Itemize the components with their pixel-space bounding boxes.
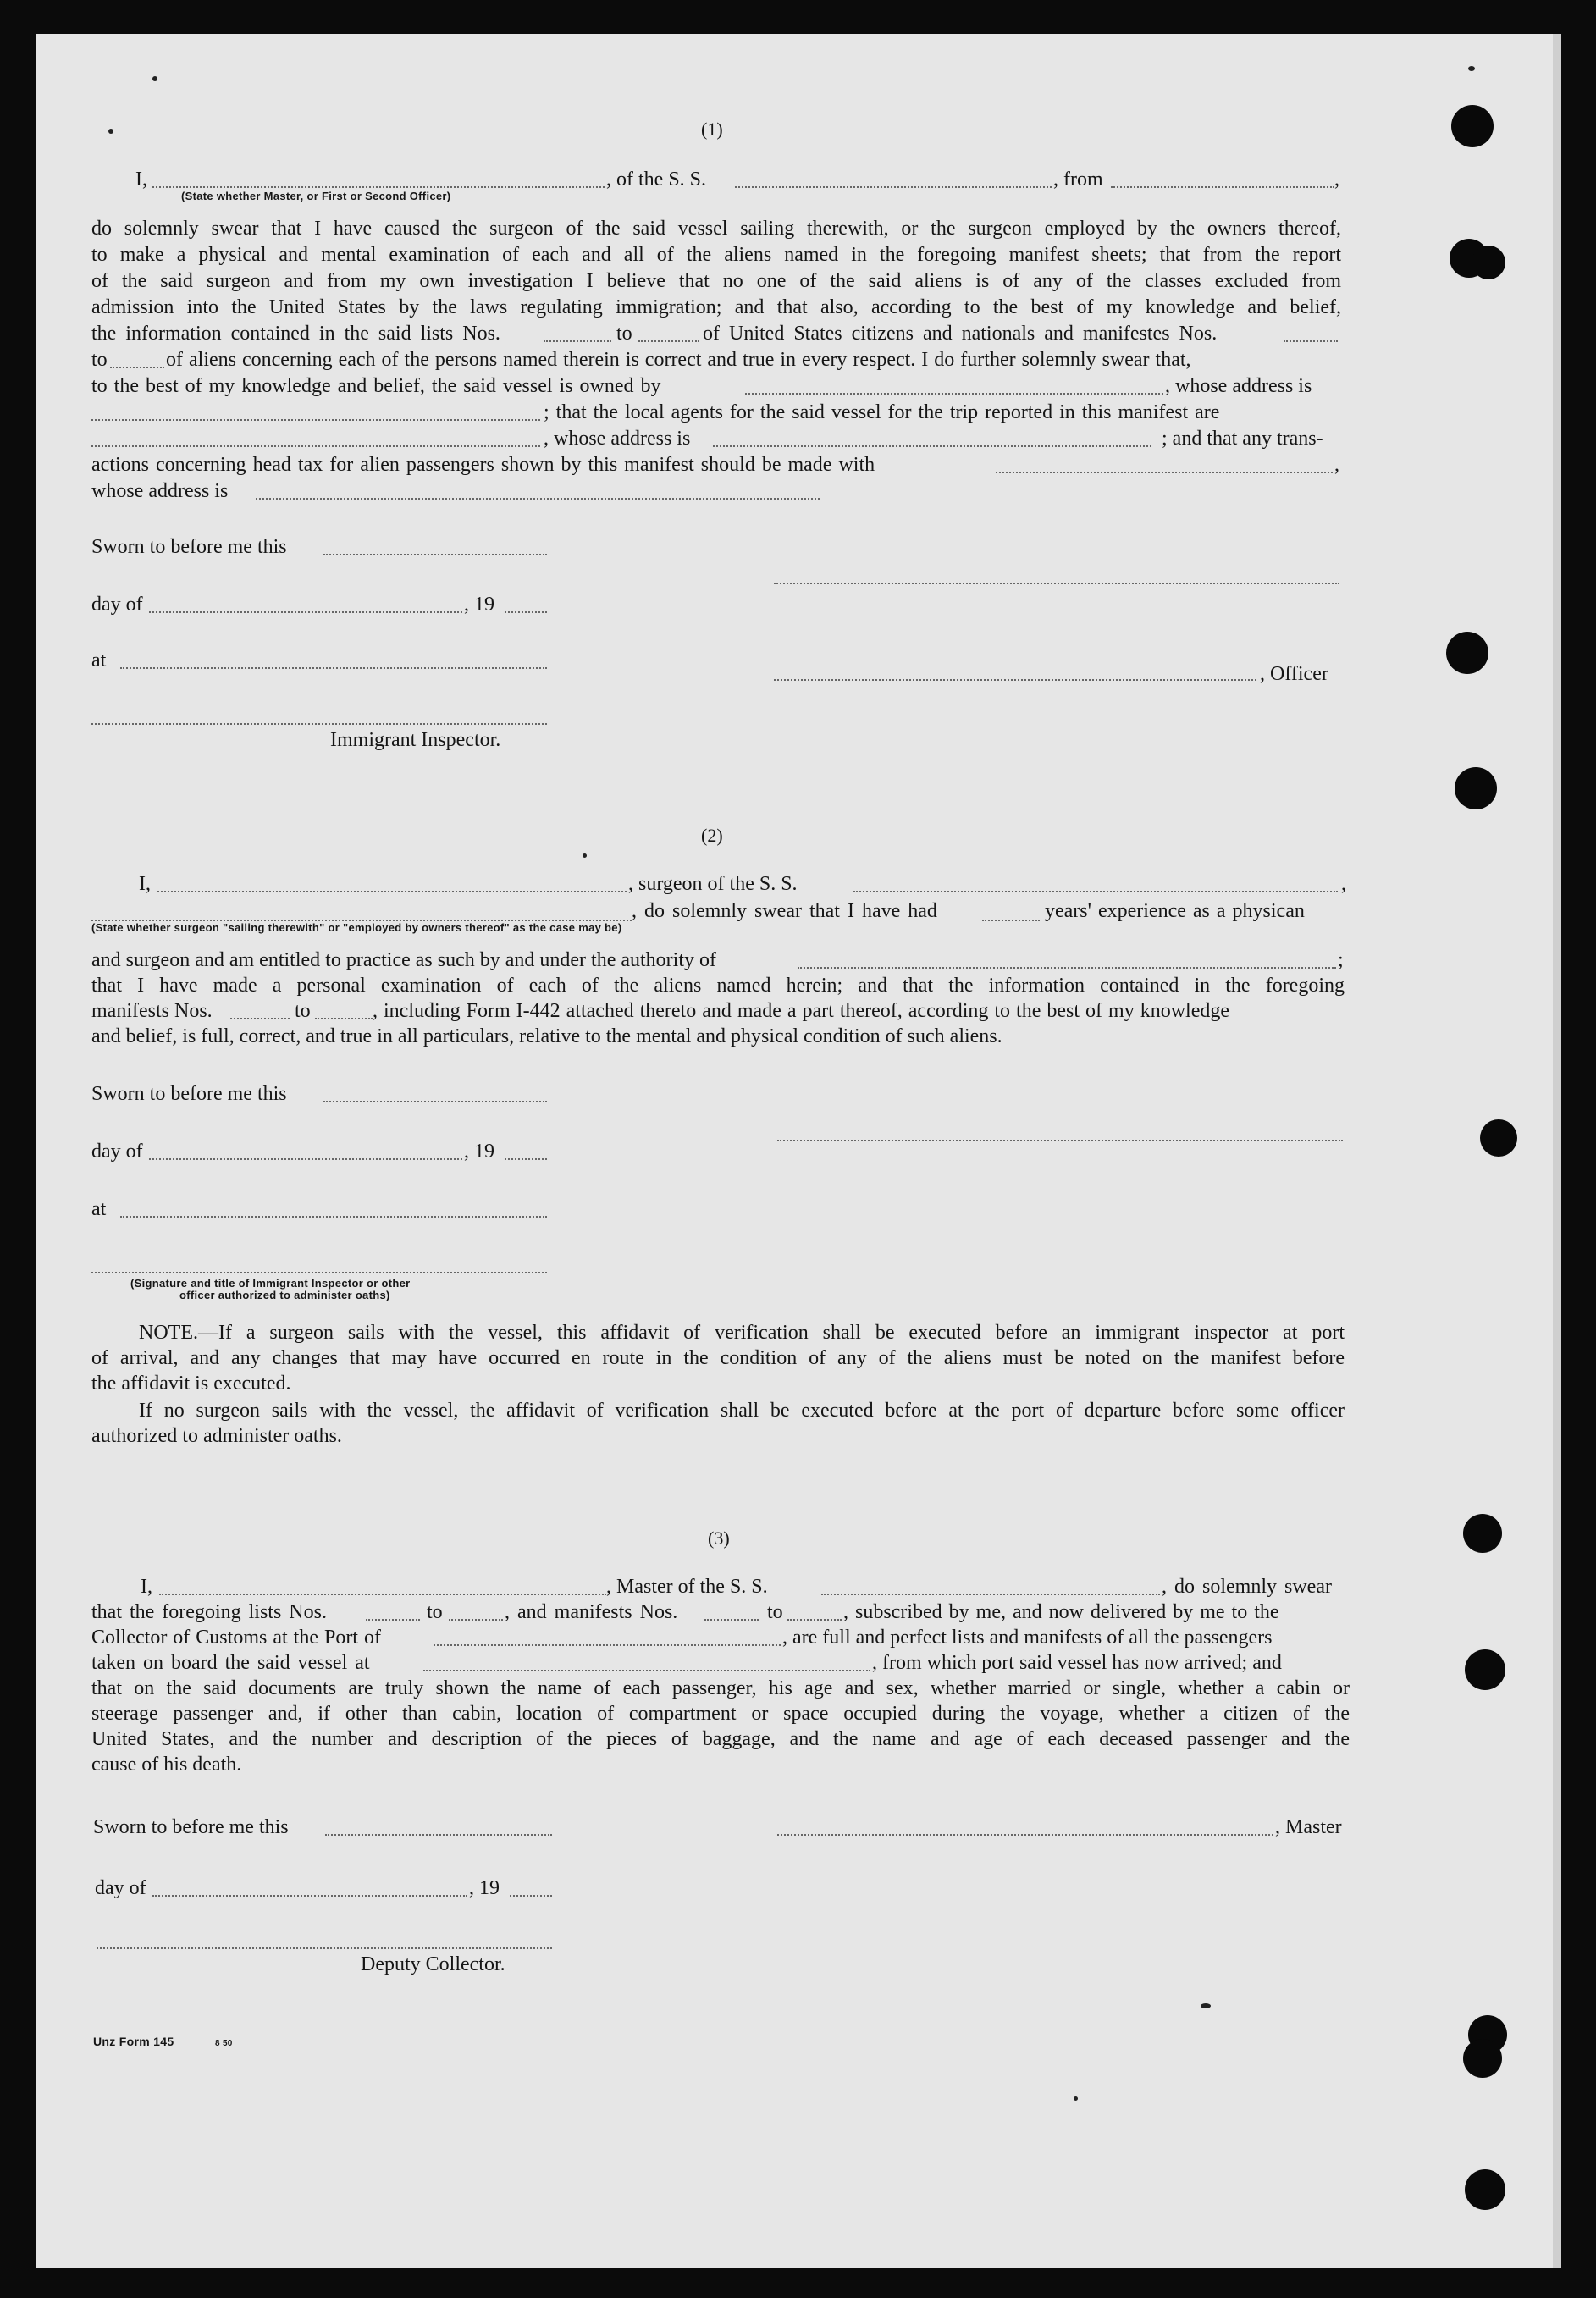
officer-title-line[interactable]: [774, 679, 1256, 681]
day-of-label: day of: [95, 1877, 146, 1899]
page-edge: [1553, 34, 1561, 2268]
at-label: at: [91, 649, 107, 671]
punch-hole: [1472, 246, 1505, 279]
surgeon-name-field[interactable]: [157, 891, 627, 892]
inspector-signature-line[interactable]: [91, 723, 547, 725]
of-ss-label: , of the S. S.: [606, 168, 707, 191]
punch-hole: [1465, 2169, 1505, 2210]
oath-text: that the foregoing lists Nos.: [91, 1601, 327, 1623]
master-name-field[interactable]: [159, 1594, 606, 1595]
oath-text: to the best of my knowledge and belief, the said vessel is owned by: [91, 375, 661, 397]
master-signature-line[interactable]: [777, 1834, 1273, 1836]
oath-text: whose address is: [91, 480, 229, 502]
oath-text: , do solemnly swear: [1162, 1576, 1332, 1598]
manifests-to-field[interactable]: [110, 367, 164, 368]
oath-text: taken on board the said vessel at: [91, 1652, 370, 1674]
manifests-from-field[interactable]: [704, 1619, 759, 1621]
oath-text: United States, and the number and description of the pieces of baggage, and the name and age of each deceased passenger and the: [91, 1728, 1350, 1750]
lists-to-field[interactable]: [638, 340, 699, 342]
day-of-label: day of: [91, 594, 143, 616]
punch-hole: [1451, 105, 1494, 147]
year-label: , 19: [464, 594, 494, 616]
speck: [108, 129, 113, 134]
inspector-signature-line[interactable]: [91, 1272, 547, 1273]
agents-field[interactable]: [91, 445, 540, 447]
punch-hole: [1463, 2039, 1502, 2078]
manifests-to-field[interactable]: [787, 1619, 842, 1621]
oath-text: actions concerning head tax for alien passengers shown by this manifest should be made with: [91, 454, 875, 476]
punch-hole: [1480, 1119, 1517, 1157]
years-field[interactable]: [982, 920, 1040, 921]
sworn-label: Sworn to before me this: [91, 536, 287, 558]
oath-text: of aliens concerning each of the persons named therein is correct and true in every respect. I do further solemnly swear that,: [166, 349, 1191, 371]
oath-text: ; and that any trans-: [1162, 428, 1323, 450]
day-of-field[interactable]: [149, 611, 462, 613]
section-3-number: (3): [708, 1527, 730, 1549]
sworn-date-field[interactable]: [323, 554, 547, 555]
year-field[interactable]: [510, 1895, 552, 1897]
oath-text: , whose address is: [544, 428, 691, 450]
deputy-label: Deputy Collector.: [361, 1953, 505, 1975]
section-2-number: (2): [701, 825, 723, 846]
signature-note: (Signature and title of Immigrant Inspector or other: [130, 1277, 411, 1290]
sworn-date-field[interactable]: [323, 1101, 547, 1102]
boarding-port-field[interactable]: [423, 1670, 870, 1671]
form-number: Unz Form 145: [93, 2035, 174, 2048]
officer-signature-line[interactable]: [774, 583, 1339, 584]
punch-hole: [1463, 1514, 1502, 1553]
day-of-field[interactable]: [152, 1895, 467, 1897]
year-label: , 19: [469, 1877, 500, 1899]
oath-text: that I have made a personal examination of each of the aliens named herein; and that the information contained in the foregoing: [91, 975, 1345, 997]
lists-from-field[interactable]: [544, 340, 611, 342]
surgeon-of-ss-label: , surgeon of the S. S.: [628, 873, 798, 895]
punch-hole: [1446, 632, 1488, 674]
inspector-label: Immigrant Inspector.: [330, 729, 501, 751]
agents-address-field[interactable]: [713, 445, 1151, 447]
speck: [1074, 2096, 1078, 2101]
oath-text: admission into the United States by the laws regulating immigration; and that also, according to the best of my knowledge and belief,: [91, 296, 1341, 318]
i-label: I,: [141, 1576, 152, 1598]
at-field[interactable]: [120, 1216, 547, 1218]
speck: [583, 853, 587, 858]
oath-text: Collector of Customs at the Port of: [91, 1627, 381, 1649]
year-field[interactable]: [505, 1158, 547, 1160]
oath-text: that on the said documents are truly shown the name of each passenger, his age and sex, whether married or single, whether a cabin or: [91, 1677, 1350, 1699]
officer-label: , Officer: [1260, 663, 1328, 685]
year-label: , 19: [464, 1141, 494, 1163]
deputy-signature-line[interactable]: [97, 1947, 552, 1949]
speck: [152, 76, 157, 81]
note-text: of arrival, and any changes that may have occurred en route in the condition of any of the aliens must be noted on the manifest before: [91, 1347, 1345, 1369]
oath-text: to: [427, 1601, 443, 1623]
form-revision: 8 50: [215, 2039, 233, 2048]
oath-text: , including Form I-442 attached thereto and made a part thereof, according to the best of my knowledge: [373, 1000, 1230, 1022]
master-label: , Master: [1275, 1816, 1342, 1838]
head-tax-field[interactable]: [996, 472, 1333, 473]
oath-text: manifests Nos.: [91, 1000, 213, 1022]
note-text: If no surgeon sails with the vessel, the affidavit of verification shall be executed before at the port of departure before some officer: [139, 1400, 1345, 1422]
from-label: , from: [1053, 168, 1103, 191]
speck: [1468, 66, 1475, 71]
note-text: the affidavit is executed.: [91, 1373, 291, 1395]
note-text: NOTE.—If a surgeon sails with the vessel, this affidavit of verification shall be executed before an immigrant inspector at port: [139, 1322, 1345, 1344]
manifests-from-field[interactable]: [1284, 340, 1338, 342]
master-of-ss-label: , Master of the S. S.: [606, 1576, 768, 1598]
officer-name-field[interactable]: [152, 186, 605, 188]
oath-text: the information contained in the said lists Nos.: [91, 323, 500, 345]
surgeon-note: (State whether surgeon "sailing therewith" or "employed by owners thereof" as the case may be): [91, 921, 622, 934]
oath-text: years' experience as a physican: [1045, 900, 1305, 922]
manifests-to-field[interactable]: [315, 1018, 373, 1019]
punch-hole: [1465, 1649, 1505, 1690]
authority-field[interactable]: [798, 967, 1336, 969]
oath-text: , do solemnly swear that I have had: [632, 900, 937, 922]
oath-text: to: [616, 323, 632, 345]
departure-port-field[interactable]: [1111, 186, 1334, 188]
manifests-from-field[interactable]: [230, 1018, 290, 1019]
oath-text: of United States citizens and nationals and manifestes Nos.: [703, 323, 1218, 345]
ship-name-field[interactable]: [735, 186, 1052, 188]
oath-text: , whose address is: [1165, 375, 1312, 397]
head-tax-address-field[interactable]: [256, 498, 820, 500]
oath-text: ; that the local agents for the said vessel for the trip reported in this manifest are: [544, 401, 1220, 423]
sworn-label: Sworn to before me this: [93, 1816, 289, 1838]
oath-text: to make a physical and mental examination of each and all of the aliens named in the foregoing manifest sheets; that from the report: [91, 244, 1341, 266]
at-label: at: [91, 1198, 107, 1220]
oath-text: steerage passenger and, if other than cabin, location of compartment or space occupied during the voyage, whether a citizen of the: [91, 1703, 1350, 1725]
speck: [1201, 2003, 1211, 2008]
surgeon-signature-line[interactable]: [777, 1140, 1343, 1141]
punch-hole: [1455, 767, 1497, 809]
oath-text: , are full and perfect lists and manifests of all the passengers: [782, 1627, 1273, 1649]
oath-text: to: [767, 1601, 783, 1623]
oath-text: and surgeon and am entitled to practice as such by and under the authority of: [91, 949, 716, 971]
oath-text: , subscribed by me, and now delivered by me to the: [843, 1601, 1279, 1623]
oath-text: cause of his death.: [91, 1754, 242, 1776]
port-field[interactable]: [434, 1644, 781, 1646]
comma: ,: [1341, 873, 1346, 895]
sworn-label: Sworn to before me this: [91, 1083, 287, 1105]
officer-note: (State whether Master, or First or Second Officer): [181, 190, 451, 202]
oath-text: and belief, is full, correct, and true in all particulars, relative to the mental and physical condition of such aliens.: [91, 1025, 1002, 1047]
lists-to-field[interactable]: [449, 1619, 503, 1621]
oath-text: to: [295, 1000, 311, 1022]
oath-text: ,: [1334, 454, 1339, 476]
year-field[interactable]: [505, 611, 547, 613]
i-label: I,: [135, 168, 147, 191]
day-of-field[interactable]: [149, 1158, 462, 1160]
day-of-label: day of: [91, 1141, 143, 1163]
i-label: I,: [139, 873, 151, 895]
oath-text: , from which port said vessel has now arrived; and: [872, 1652, 1282, 1674]
surgeon-ship-field[interactable]: [853, 891, 1338, 892]
oath-text: ;: [1338, 949, 1344, 971]
owner-address-field[interactable]: [91, 419, 540, 421]
oath-text: do solemnly swear that I have caused the surgeon of the said vessel sailing therewith, or the surgeon employed by the owners thereof,: [91, 218, 1341, 240]
at-field[interactable]: [120, 667, 547, 669]
oath-text: of the said surgeon and from my own investigation I believe that no one of the said aliens is of any of the classes excluded from: [91, 270, 1341, 292]
comma: ,: [1334, 168, 1339, 191]
oath-text: , and manifests Nos.: [505, 1601, 678, 1623]
oath-text: to: [91, 349, 108, 371]
signature-note: officer authorized to administer oaths): [179, 1289, 390, 1301]
section-1-number: (1): [701, 119, 723, 140]
note-text: authorized to administer oaths.: [91, 1425, 342, 1447]
sworn-date-field[interactable]: [325, 1834, 552, 1836]
owner-field[interactable]: [745, 393, 1163, 395]
master-ship-field[interactable]: [821, 1594, 1160, 1595]
lists-from-field[interactable]: [366, 1619, 420, 1621]
